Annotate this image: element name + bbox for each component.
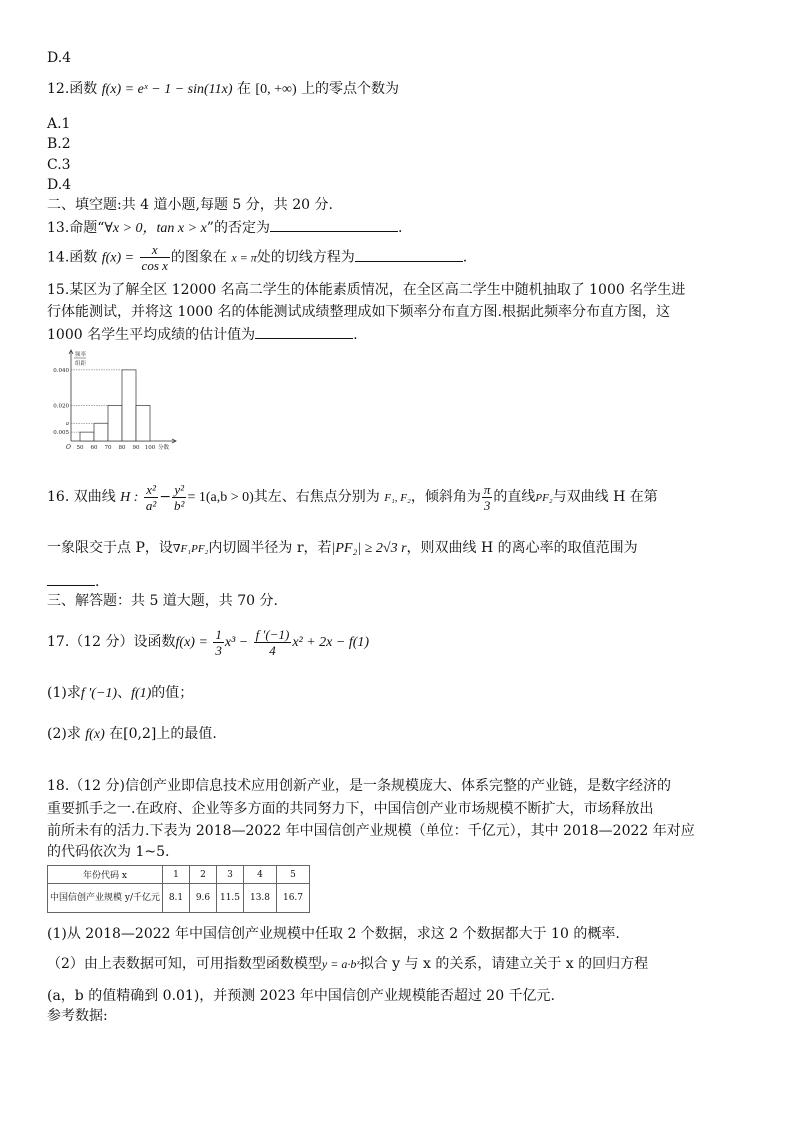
table-cell: 8.1	[163, 884, 190, 913]
frequency-histogram	[47, 347, 197, 455]
q17-term-1: x³ −	[224, 635, 249, 650]
q15-answer-blank[interactable]	[255, 324, 353, 339]
q18-model: y = a·bˣ	[321, 957, 360, 971]
q17-term-2: x² + 2x − f(1)	[292, 635, 370, 650]
q16-text-e: 与双曲线 H 在第	[552, 489, 658, 505]
q17-frac-1	[213, 627, 224, 658]
table-header-cell: 2	[190, 866, 217, 884]
q17-p2-end: 在[0,2]上的最值.	[109, 726, 217, 742]
q14-suffix: 处的切线方程为	[256, 249, 355, 266]
q13-answer-blank[interactable]	[270, 217, 398, 232]
q16-frac-y-den: b²	[174, 497, 185, 513]
q17-p1-end: 的值；	[151, 685, 194, 701]
q17-part-1	[47, 683, 193, 704]
q16-frac-x-den: a²	[145, 497, 157, 513]
q16-text-b: 其左、右焦点分别为	[253, 489, 380, 505]
q16-end: .	[95, 574, 100, 590]
q14-mid: 的图象在	[170, 249, 227, 266]
q12-mid: 在	[236, 81, 251, 97]
q15-line-3	[47, 324, 358, 345]
q13-end: .	[397, 220, 403, 236]
q16-angle	[482, 482, 493, 513]
table-cell: 9.6	[190, 884, 217, 913]
q18-part-1: (1)从 2018—2022 年中国信创产业规模中任取 2 个数据，求这 2 个数据都大于 10 的概率.	[47, 926, 620, 942]
q16-condition: |PF₂| ≥ 2√3 r	[331, 541, 407, 556]
q16-text-d: 的直线	[493, 489, 536, 505]
table-row-label: 中国信创产业规模 y/千亿元	[48, 884, 163, 913]
table-row	[48, 866, 310, 884]
q17-lhs: f(x) =	[175, 635, 208, 650]
q13-expr: ∀x > 0，tan x > x	[104, 221, 207, 236]
histogram-layer	[53, 350, 176, 451]
q16-text-a: 16. 双曲线	[47, 489, 116, 505]
q12-option-c: C.3	[47, 157, 71, 173]
q16-line-1: 16. 双曲线 H : $\frac{\text{x²}}{\text{a²}}$ − $\frac{\text{y²}}{\text{b²}}$ = 1(a,b > 0)其左、右焦点分别为 F₁, F₂，倾斜角为 $\frac{\pi}{3}$ 的直线PF₂与双曲线 H 在第	[47, 481, 658, 513]
q12-option-d: D.4	[47, 177, 72, 193]
q16-text-c: ，倾斜角为	[410, 489, 481, 505]
q17-frac-2-num: f ′(−1)	[255, 626, 290, 642]
q12-stem	[47, 79, 399, 100]
y-label-bottom: 组距	[75, 361, 87, 367]
q12-option-b: B.2	[47, 136, 71, 152]
histogram-bar	[136, 405, 150, 441]
histogram-bar	[108, 405, 122, 441]
q14-prefix: 14.函数	[47, 249, 98, 266]
q13-prefix: 13.命题“	[47, 220, 105, 236]
q17-p2-prefix: (2)求	[47, 726, 81, 742]
q18-p2-text-b: 拟合 y 与 x 的关系，请建立关于 x 的回归方程	[359, 956, 649, 972]
q14-frac-den: cos x	[141, 258, 168, 273]
section-2-heading: 二、填空题:共 4 道小题,每题 5 分，共 20 分.	[47, 197, 333, 213]
table-header-cell: 5	[277, 866, 310, 884]
y-label-top: 频率	[75, 352, 87, 358]
q17-frac-2-den: 4	[269, 642, 276, 658]
q17-frac-1-num: 1	[215, 626, 222, 642]
x-axis-label: 分数	[158, 445, 170, 451]
q18-reference-data: 参考数据:	[47, 1008, 108, 1024]
q18-part-2-line-1	[47, 954, 648, 974]
x-tick-label: 50	[76, 445, 84, 451]
table-header-cell: 3	[217, 866, 244, 884]
table-cell: 11.5	[217, 884, 244, 913]
histogram-bar	[94, 423, 108, 441]
q17-p2-f: f(x)	[85, 727, 105, 742]
histogram-bar	[80, 432, 94, 441]
q14-fraction	[140, 242, 170, 273]
q17-p1-b: f(1)	[131, 686, 152, 701]
y-tick-label: a	[65, 421, 69, 428]
q13-stem	[47, 217, 402, 239]
q15-end: .	[353, 327, 358, 343]
q16-text-h: ，则双曲线 H 的离心率的取值范围为	[406, 540, 638, 556]
q18-line-3: 前所未有的活力.下表为 2018—2022 年中国信创产业规模（单位：千亿元），其中 2018—2022 年对应	[47, 823, 695, 839]
q12-interval: [0, +∞)	[255, 82, 297, 97]
q18-line-4: 的代码依次为 1~5.	[47, 844, 170, 860]
x-tick-label: 100	[144, 445, 156, 451]
q16-line-3	[47, 571, 99, 592]
q16-frac-y-num: y²	[172, 482, 186, 498]
q17-frac-1-den: 3	[215, 642, 222, 658]
q17-part-2	[47, 724, 217, 745]
table-header-cell: 1	[163, 866, 190, 884]
q12-suffix: 上的零点个数为	[301, 81, 400, 97]
q16-foci: F₁, F₂	[384, 492, 411, 504]
q18-line-2: 重要抓手之一.在政府、企业等多方面的共同努力下，中国信创产业市场规模不断扩大，市场释放出	[47, 801, 654, 817]
q14-stem	[47, 242, 467, 274]
q11-option-d: D.4	[47, 50, 72, 66]
y-tick-label: 0.005	[53, 430, 69, 437]
x-tick-label: 60	[90, 445, 98, 451]
q12-prefix: 12.函数	[47, 81, 98, 97]
q18-data-table	[47, 865, 310, 913]
q12-option-a: A.1	[47, 116, 71, 132]
q16-frac-y	[172, 482, 186, 513]
q14-frac-num: x	[140, 242, 170, 258]
table-cell: 13.8	[244, 884, 277, 913]
x-tick-label: 80	[118, 445, 126, 451]
q16-answer-blank[interactable]	[47, 571, 95, 586]
q16-equation-rhs: = 1(a,b > 0)	[187, 490, 254, 505]
q16-frac-x	[144, 482, 158, 513]
q13-suffix: ”的否定为	[206, 220, 270, 236]
x-tick-label: 90	[132, 445, 140, 451]
origin-label: O	[66, 444, 71, 451]
q15-line-1: 15.某区为了解全区 12000 名高二学生的体能素质情况，在全区高二学生中随机抽取了 1000 名学生进	[47, 282, 686, 298]
q16-text-g: 内切圆半径为 r，若	[208, 540, 332, 556]
x-tick-label: 70	[104, 445, 112, 451]
q18-part-2-line-2: (a，b 的值精确到 0.01)，并预测 2023 年中国信创产业规模能否超过 20 千亿元.	[47, 988, 555, 1004]
q14-end: .	[462, 249, 468, 266]
q16-line-pf2: PF₂	[535, 492, 553, 504]
table-header-cell: 4	[244, 866, 277, 884]
q14-answer-blank[interactable]	[355, 247, 463, 262]
q15-line-3-text: 1000 名学生平均成绩的估计值为	[47, 327, 256, 343]
q17-prefix: 17.（12 分）设函数	[47, 634, 176, 650]
q18-line-1: 18.（12 分)信创产业即信息技术应用创新产业，是一条规模庞大、体系完整的产业链，是数字经济的	[47, 778, 671, 794]
table-header-cell: 年份代码 x	[48, 866, 163, 884]
q17-p1-sep: 、	[117, 685, 132, 701]
q17-frac-2	[254, 627, 292, 658]
q17-p1-prefix: (1)求	[47, 685, 81, 701]
q14-lhs: f(x) =	[101, 250, 135, 266]
q16-angle-num: π	[483, 481, 491, 497]
table-cell: 16.7	[277, 884, 310, 913]
q14-point: x = π	[231, 250, 257, 265]
q16-angle-den: 3	[483, 497, 491, 513]
section-3-heading: 三、解答题：共 5 道大题，共 70 分.	[47, 593, 278, 609]
q16-triangle: ∇F₁PF₂	[172, 543, 209, 555]
q17-p1-a: f ′(−1)	[80, 686, 118, 701]
y-tick-label: 0.020	[53, 403, 69, 410]
table-row	[48, 884, 310, 913]
histogram-bar	[122, 370, 136, 441]
q16-line-2	[47, 538, 638, 559]
q18-p2-text-a: （2）由上表数据可知，可用指数型函数模型	[47, 956, 322, 972]
q17-stem	[47, 624, 369, 661]
q16-frac-x-num: x²	[144, 482, 158, 498]
q16-hyperbola-name: H :	[120, 490, 139, 505]
q12-function: f(x) = eˣ − 1 − sin(11x)	[101, 82, 233, 97]
y-tick-label: 0.040	[53, 367, 69, 374]
q16-text-f: 一象限交于点 P，设	[47, 540, 173, 556]
q15-line-2: 行体能测试，并将这 1000 名的体能测试成绩整理成如下频率分布直方图.根据此频率分布直方图，这	[47, 304, 670, 320]
